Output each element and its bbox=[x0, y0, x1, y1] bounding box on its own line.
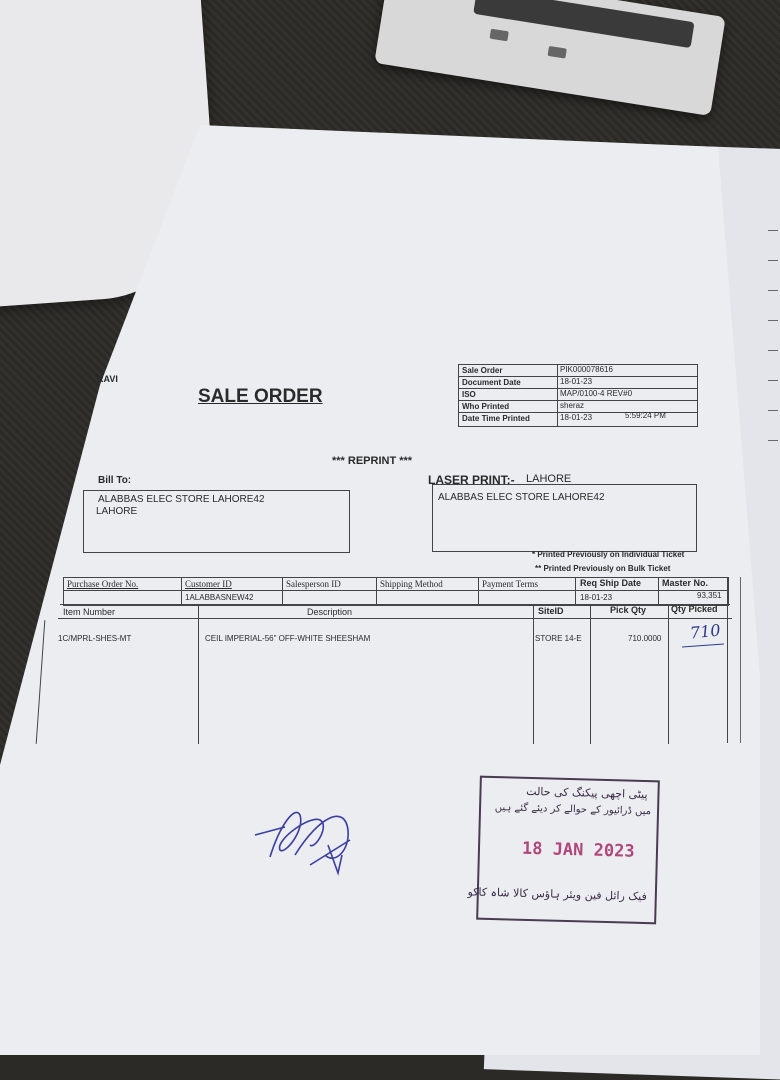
doc-info-label: ISO bbox=[462, 390, 476, 399]
doc-info-label: Who Printed bbox=[462, 402, 510, 411]
items-header: SiteID bbox=[538, 606, 564, 616]
stamp-line1: پیٹی اچھی پیکنگ کی حالت bbox=[526, 784, 648, 802]
item-qty-picked-handwritten: 710 bbox=[689, 620, 722, 643]
doc-info-value: sheraz bbox=[560, 401, 585, 410]
master-no: 93,351 bbox=[697, 591, 722, 600]
reprint-label: *** REPRINT *** bbox=[332, 455, 413, 467]
ship-to-line1: ALABBAS ELEC STORE LAHORE42 bbox=[438, 492, 605, 503]
doc-info-value: MAP/0100-4 REV#0 bbox=[560, 389, 633, 398]
bill-to-label: Bill To: bbox=[98, 475, 132, 486]
order-header: Salesperson ID bbox=[286, 579, 341, 589]
receipt-stamp bbox=[467, 776, 660, 925]
ship-label: LASER PRINT:- bbox=[428, 473, 515, 487]
order-header: Purchase Order No. bbox=[67, 579, 139, 589]
items-header: Item Number bbox=[63, 607, 116, 617]
item-site: STORE 14-E bbox=[535, 634, 582, 643]
signature bbox=[250, 795, 360, 885]
ship-city: LAHORE bbox=[526, 473, 572, 485]
items-header: Qty Picked bbox=[671, 604, 718, 614]
company-name: RAVI bbox=[97, 374, 118, 384]
bill-to-line2: LAHORE bbox=[96, 506, 138, 517]
printer-button bbox=[547, 46, 566, 59]
order-header: Payment Terms bbox=[482, 579, 538, 589]
item-pick-qty: 710.0000 bbox=[628, 634, 662, 643]
doc-info-value: 18-01-23 bbox=[560, 413, 593, 422]
stamp-date: 18 JAN 2023 bbox=[521, 838, 635, 862]
item-description: CEIL IMPERIAL-56" OFF-WHITE SHEESHAM bbox=[205, 634, 371, 643]
printer-button bbox=[489, 29, 508, 42]
stamp-line2: میں ڈرائیور کے حوالے کر دیئے گئے ہیں bbox=[494, 802, 652, 818]
note-bulk: ** Printed Previously on Bulk Ticket bbox=[535, 564, 671, 573]
doc-info-time: 5:59:24 PM bbox=[625, 411, 666, 420]
doc-info-value: 18-01-23 bbox=[560, 377, 593, 386]
order-header: Shipping Method bbox=[380, 579, 443, 589]
items-header: Description bbox=[307, 607, 353, 617]
doc-info-label: Sale Order bbox=[462, 366, 503, 375]
order-header: Master No. bbox=[662, 578, 709, 588]
order-header: Req Ship Date bbox=[580, 578, 642, 588]
doc-info-label: Document Date bbox=[462, 378, 521, 387]
customer-id: 1ALABBASNEW42 bbox=[185, 593, 254, 602]
doc-info-label: Date Time Printed bbox=[462, 414, 530, 423]
note-individual: * Printed Previously on Individual Ticket bbox=[532, 550, 685, 559]
item-number: 1C/MPRL-SHES-MT bbox=[58, 634, 132, 643]
bill-to-line1: ALABBAS ELEC STORE LAHORE42 bbox=[98, 494, 265, 505]
stamp-line3: فیک رائل فین ویئر ہاؤس کالا شاہ کاکو bbox=[467, 885, 647, 904]
page-title: SALE ORDER bbox=[198, 386, 323, 407]
req-ship-date: 18-01-23 bbox=[580, 593, 613, 602]
items-header: Pick Qty bbox=[610, 605, 647, 615]
doc-info-value: PIK000078616 bbox=[560, 365, 613, 374]
order-header: Customer ID bbox=[185, 579, 232, 589]
